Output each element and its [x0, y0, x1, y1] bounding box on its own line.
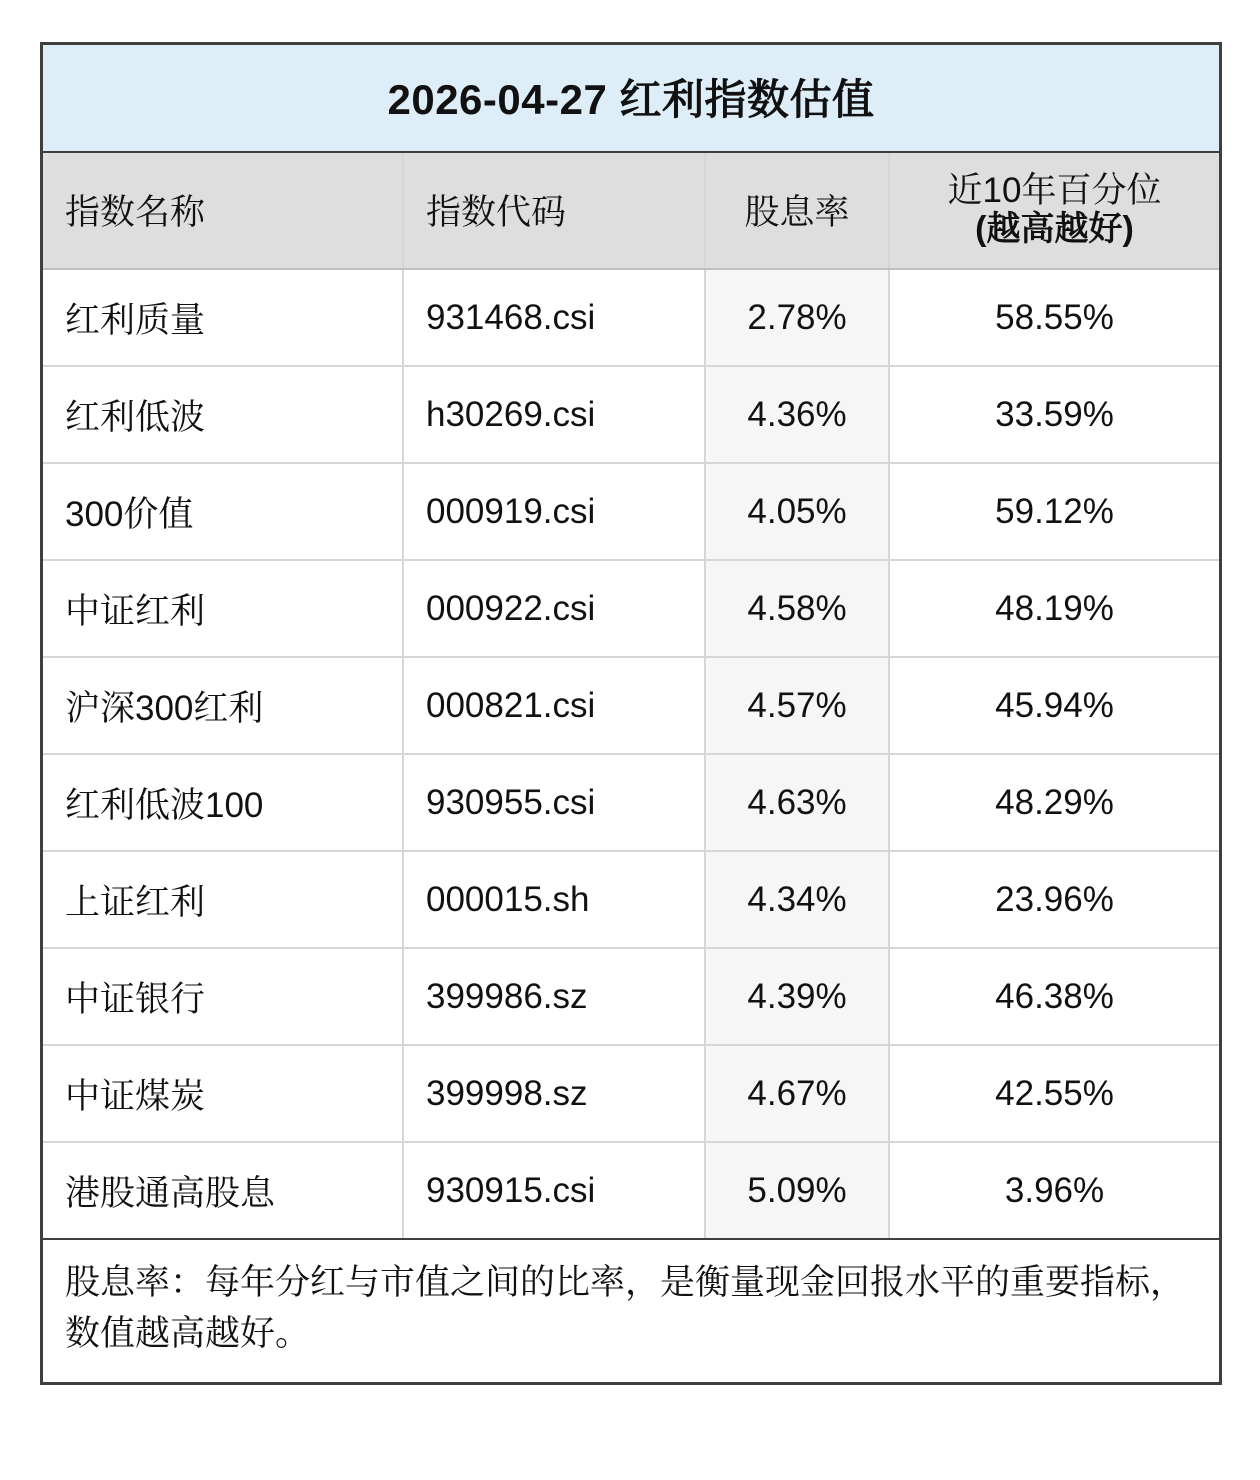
cell-dividend-yield: 2.78%: [705, 269, 889, 366]
cell-percentile: 58.55%: [889, 269, 1219, 366]
cell-percentile: 59.12%: [889, 463, 1219, 560]
cell-index-code: 000919.csi: [403, 463, 705, 560]
cell-percentile: 23.96%: [889, 851, 1219, 948]
cell-index-code: 000821.csi: [403, 657, 705, 754]
header-row: [43, 153, 1219, 269]
cell-percentile: 48.29%: [889, 754, 1219, 851]
column-header-percentile-sub: (越高越好): [975, 210, 1134, 249]
cell-dividend-yield: 5.09%: [705, 1142, 889, 1239]
table-row: [43, 1142, 1219, 1239]
table-row: [43, 851, 1219, 948]
cell-index-code: 931468.csi: [403, 269, 705, 366]
cell-index-name: 300价值: [43, 463, 403, 560]
cell-index-code: 399998.sz: [403, 1045, 705, 1142]
table-header: [43, 153, 1219, 269]
cell-index-code: 399986.sz: [403, 948, 705, 1045]
column-header-percentile-main: 近10年百分位: [947, 171, 1162, 210]
cell-index-code: 000015.sh: [403, 851, 705, 948]
table-row: [43, 1045, 1219, 1142]
cell-dividend-yield: 4.67%: [705, 1045, 889, 1142]
table-row: [43, 463, 1219, 560]
column-header-dividend-yield: 股息率: [705, 153, 889, 269]
cell-dividend-yield: 4.63%: [705, 754, 889, 851]
column-header-index-code: 指数代码: [403, 153, 705, 269]
cell-percentile: 45.94%: [889, 657, 1219, 754]
table-row: [43, 754, 1219, 851]
cell-dividend-yield: 4.05%: [705, 463, 889, 560]
cell-index-name: 中证红利: [43, 560, 403, 657]
table-body: [43, 269, 1219, 1239]
table-row: [43, 366, 1219, 463]
cell-index-name: 沪深300红利: [43, 657, 403, 754]
cell-percentile: 42.55%: [889, 1045, 1219, 1142]
cell-dividend-yield: 4.36%: [705, 366, 889, 463]
cell-index-name: 红利低波100: [43, 754, 403, 851]
table-row: [43, 560, 1219, 657]
column-header-index-name: 指数名称: [43, 153, 403, 269]
table-title: 2026-04-27 红利指数估值: [43, 45, 1219, 153]
cell-percentile: 48.19%: [889, 560, 1219, 657]
cell-index-code: h30269.csi: [403, 366, 705, 463]
cell-dividend-yield: 4.34%: [705, 851, 889, 948]
cell-index-name: 中证银行: [43, 948, 403, 1045]
cell-percentile: 3.96%: [889, 1142, 1219, 1239]
table-row: [43, 269, 1219, 366]
cell-percentile: 46.38%: [889, 948, 1219, 1045]
table-row: [43, 948, 1219, 1045]
cell-index-name: 红利质量: [43, 269, 403, 366]
cell-index-name: 上证红利: [43, 851, 403, 948]
cell-index-name: 港股通高股息: [43, 1142, 403, 1239]
column-header-percentile: [889, 153, 1219, 269]
cell-index-name: 中证煤炭: [43, 1045, 403, 1142]
cell-index-code: 930915.csi: [403, 1142, 705, 1239]
cell-dividend-yield: 4.58%: [705, 560, 889, 657]
cell-dividend-yield: 4.57%: [705, 657, 889, 754]
cell-percentile: 33.59%: [889, 366, 1219, 463]
dividend-index-valuation-card: [40, 42, 1222, 1385]
dividend-index-table: [43, 45, 1219, 1240]
table-footnote: 股息率：每年分红与市值之间的比率，是衡量现金回报水平的重要指标，数值越高越好。: [65, 1263, 1186, 1354]
cell-index-name: 红利低波: [43, 366, 403, 463]
table-row: [43, 657, 1219, 754]
cell-index-code: 930955.csi: [403, 754, 705, 851]
cell-dividend-yield: 4.39%: [705, 948, 889, 1045]
cell-index-code: 000922.csi: [403, 560, 705, 657]
